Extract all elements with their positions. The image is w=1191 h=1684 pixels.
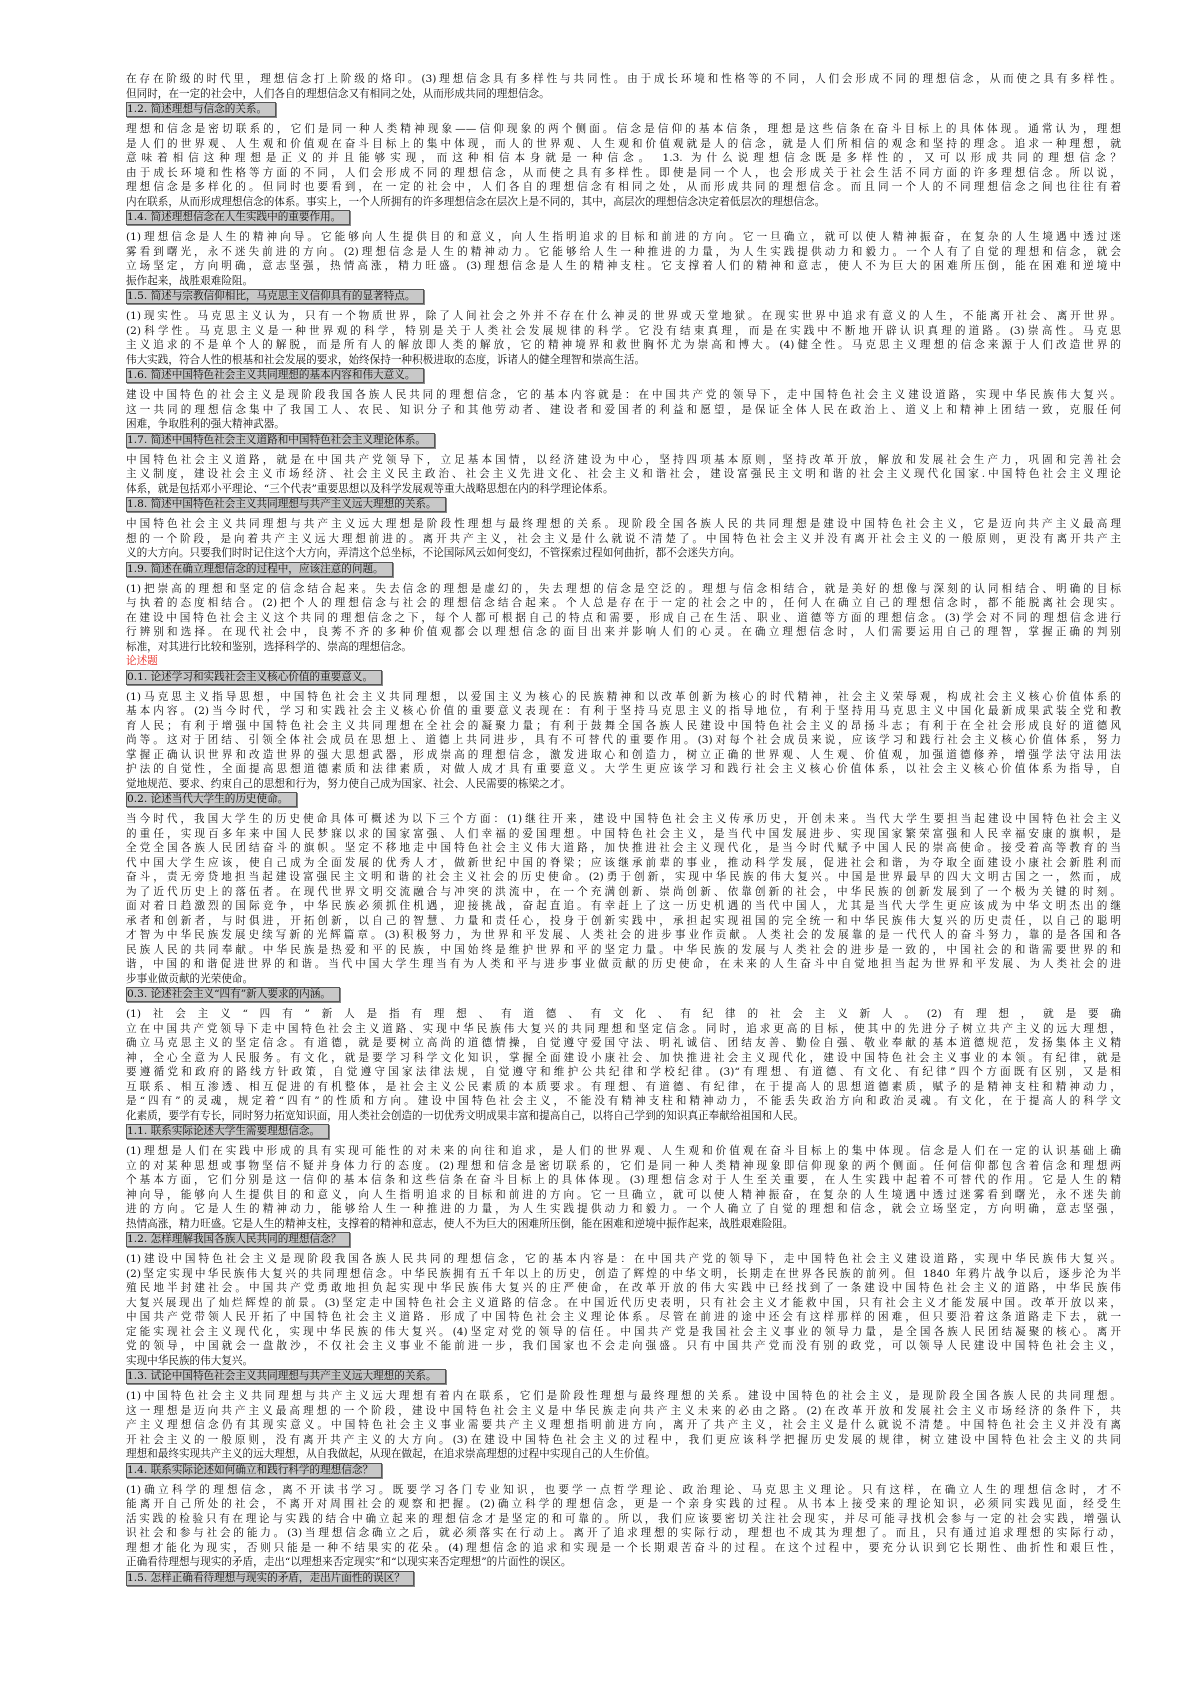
question-heading-row bbox=[126, 209, 1121, 230]
text-line: 产主义理想信念仍有其现实意义。中国特色社会主义事业需要共产主义理想指明前进方向，离开了共产主义，社会主义是什么就说不清楚。中国特色社会主义并没有离 bbox=[126, 1419, 1121, 1431]
text-line: 这一理想是迈向共产主义最高理想的一个阶段，建设中国特色社会主义是中华民族走向共产主义未来的必由之路。(2)在改革开放和发展社会主义市场经济的条件下，共 bbox=[126, 1404, 1121, 1417]
paragraph bbox=[126, 582, 1121, 655]
text-line: 活实践的检验只有在理论与实践的结合中确立起来的理想信念才是坚定的和可靠的。所以，我们应该要密切关注社会现实，并尽可能寻找机会参与一定的社会实践，增强认 bbox=[126, 1512, 1121, 1525]
text-line: 标准，对其进行比较和鉴别，选择科学的、崇高的理想信念。 bbox=[126, 640, 413, 653]
text-line: 识社会和参与社会的能力。(3)当理想信念确立之后，就必须落实在行动上。离开了追求理想的实际行动，理想也不成其为理想了。而且，只有通过追求理想的实际行动， bbox=[126, 1527, 1121, 1539]
text-line: 建设中国特色的社会主义是现阶段我国各族人民共同的理想信念，它的基本内容就是：在中国共产党的领导下，走中国特色社会主义建设道路，实现中华民族伟大复兴。 bbox=[126, 389, 1121, 401]
text-line: 步事业做贡献的光荣使命。 bbox=[126, 972, 254, 985]
section-title: 论述题 bbox=[126, 655, 158, 667]
text-line: (1)理想信念是人生的精神向导。它能够向人生提供目的和意义，向人生指明追求的目标和前进的方向。它一旦确立，就可以使人精神振奋，在复杂的人生境遇中透过迷 bbox=[126, 231, 1121, 243]
paragraph bbox=[126, 72, 1121, 101]
question-heading-row bbox=[126, 561, 1121, 582]
question-heading: 1.3. 试论中国特色社会主义共同理想与共产主义远大理想的关系。 bbox=[126, 1369, 446, 1384]
question-heading-row bbox=[126, 496, 1121, 517]
text-line: 立场坚定，方向明确，意志坚强，热情高涨，精力旺盛。(3)理想信念是人生的精神支柱。它支撑着人们的精神和意志，使人不为巨大的困难所压倒，能在困难和逆境中 bbox=[126, 260, 1121, 272]
text-line: (1)社会主义“四有”新人是指有理想、有道德、有文化、有纪律的社会主义新人。(2)有理想，就是要确 bbox=[126, 1008, 1121, 1020]
question-heading: 0.3. 论述社会主义“四有”新人要求的内涵。 bbox=[126, 987, 340, 1002]
paragraph bbox=[126, 122, 1121, 209]
question-heading: 1.2. 简述理想与信念的关系。 bbox=[126, 102, 276, 117]
question-heading: 0.1. 论述学习和实践社会主义核心价值的重要意义。 bbox=[126, 670, 382, 685]
text-line: 代中国大学生应该，使自己成为全面发展的优秀人才，做新世纪中国的脊梁；应该继承前辈的事业，推动科学发展，促进社会和谐，为夺取全面建设小康社会新胜利而 bbox=[126, 856, 1121, 869]
text-line: 的重任，实现百多年来中国人民梦寐以求的国家富强、人们幸福的爱国理想。中国特色社会主义，是当代中国发展进步、实现国家繁荣富强和人民幸福安康的旗帜，是 bbox=[126, 827, 1121, 840]
text-line: 理想和信念是密切联系的，它们是同一种人类精神现象——信仰现象的两个侧面。信念是信仰的基本信条，理想是这些信条在奋斗目标上的具体体现。通常认为，理想 bbox=[126, 123, 1121, 135]
question-heading: 1.8. 简述中国特色社会主义共同理想与共产主义远大理想的关系。 bbox=[126, 497, 446, 512]
question-heading-row bbox=[126, 1123, 1121, 1144]
text-line: (1)建设中国特色社会主义是现阶段我国各族人民共同的理想信念，它的基本内容是：在中国共产党的领导下，走中国特色社会主义建设道路，实现中华民族伟大复兴。 bbox=[126, 1253, 1121, 1265]
paragraph bbox=[126, 517, 1121, 561]
text-line: 要遵循党和政府的路线方针政策，自觉遵守国家法律法规，自觉遵守和维护公共纪律和学校纪律。(3)“有理想、有道德、有文化、有纪律”四个方面既有区别，又是相 bbox=[126, 1066, 1121, 1078]
question-heading-row bbox=[126, 101, 1121, 122]
text-line: 理想信念是多样化的。但同时也要看到，在一定的社会中，人们各自的理想信念有相同之处，从而形成共同的理想信念。而且同一个人的不同理想信念之间也往往有着 bbox=[126, 181, 1121, 193]
text-line: 确立马克思主义的坚定信念。有道德，就是要树立高尚的道德情操，自觉遵守爱国守法、明礼诚信、团结友善、勤俭自强、敬业奉献的基本道德规范，发扬集体主义精 bbox=[126, 1037, 1121, 1049]
text-line: (1)理想是人们在实践中形成的具有实现可能性的对未来的向往和追求，是人们的世界观、人生观和价值观在奋斗目标上的集中体现。信念是人们在一定的认识基础上确 bbox=[126, 1145, 1121, 1157]
text-line: 是人们的世界观、人生观和价值观在奋斗目标上的集中体现，而人的世界观、人生观和价值观就是人的信念，就是人们所相信的观念和坚持的理念。追求一种理想，就 bbox=[126, 137, 1121, 150]
paragraph bbox=[126, 388, 1121, 432]
question-heading-row bbox=[126, 1231, 1121, 1252]
text-line: 意味着相信这种理想是正义的并且能够实现，而这种相信本身就是一种信念。 1.3. 为什么说理想信念既是多样性的，又可以形成共同的理想信念？ bbox=[126, 152, 1121, 164]
text-line: (1)中国特色社会主义共同理想与共产主义远大理想有着内在联系，它们是阶段性理想与最终理想的关系。建设中国特色的社会主义，是现阶段全国各族人民的共同理想。 bbox=[126, 1390, 1121, 1402]
text-line: 为了近代历史上的落伍者。在现代世界文明交流融合与冲突的洪流中，在一个充满创新、崇尚创新、依靠创新的社会，中华民族的创新发展到了一个极为关键的时刻。 bbox=[126, 885, 1121, 898]
text-line: 振作起来，战胜艰难险阻。 bbox=[126, 274, 254, 287]
text-line: 奋斗，责无旁贷地担当起建设富强民主文明和谐的社会主义社会的历史使命。(2)勇于创新，实现中华民族的伟大复兴。中国是世界最早的四大文明古国之一，然而，成 bbox=[126, 871, 1121, 883]
question-heading: 1.1. 联系实际论述大学生需要理想信念。 bbox=[126, 1124, 329, 1139]
question-heading-row bbox=[126, 1462, 1121, 1483]
question-heading: 1.6. 简述中国特色社会主义共同理想的基本内容和伟大意义。 bbox=[126, 368, 424, 383]
text-line: 才智为中华民族发展史续写新的光辉篇章。(3)积极努力，为世界和平发展、人类社会的进步事业作贡献。人类社会的发展靠的是一代代人的奋斗努力，靠的是各国和各 bbox=[126, 929, 1121, 941]
paragraph bbox=[126, 1144, 1121, 1231]
text-line: 全党全国各族人民团结奋斗的旗帜。坚定不移地走中国特色社会主义伟大道路，加快推进社会主义现代化，是当今时代赋予中国人民的崇高使命。接受着高等教育的当 bbox=[126, 842, 1121, 854]
text-line: 谐，中国的和谐促进世界的和谐。当代中国大学生理当有为人类和平与进步事业做贡献的历史使命，在未来的人生奋斗中自觉地担当起为世界和平发展、为人类社会的进 bbox=[126, 958, 1121, 970]
text-line: 立在中国共产党领导下走中国特色社会主义道路、实现中华民族伟大复兴的共同理想和坚定信念。同时，追求更高的目标，使其中的先进分子树立共产主义的远大理想， bbox=[126, 1022, 1121, 1035]
question-heading-row bbox=[126, 367, 1121, 388]
text-line: 中国共产党带领人民开拓了中国特色社会主义道路．形成了中国特色社会主义理论体系。尽管在前进的途中还会有这样那样的困难，但只要沿着这条道路走下去，就一 bbox=[126, 1311, 1121, 1323]
question-heading: 1.5. 怎样正确看待理想与现实的矛盾，走出片面性的误区？ bbox=[126, 1571, 414, 1586]
text-line: 想的一个阶段，是向着共产主义远大理想前进的。离开共产主义，社会主义是什么就说不清楚了。中国特色社会主义并没有离开社会主义的一般原则，更没有离开共产主 bbox=[126, 532, 1121, 545]
text-line: 理想和最终实现共产主义的远大理想，从自我做起，从现在做起，在追求崇高理想的过程中实现自己的人生价值。 bbox=[126, 1448, 656, 1460]
paragraph bbox=[126, 453, 1121, 497]
question-heading-row bbox=[126, 288, 1121, 309]
text-line: 开社会主义的一般原则，没有离开共产主义的大方向。(3)在建设中国特色社会主义的过程中，我们更应该科学把握历史发展的规律，树立建设中国特色社会主义的共同 bbox=[126, 1433, 1121, 1446]
question-heading: 0.2. 论述当代大学生的历史使命。 bbox=[126, 792, 297, 807]
question-heading: 1.4. 简述理想信念在人生实践中的重要作用。 bbox=[126, 210, 350, 225]
text-line: 化素质，要学有专长，同时努力拓宽知识面，用人类社会创造的一切优秀文明成果丰富和提高自己，以将自己学到的知识真正奉献给祖国和人民。 bbox=[126, 1109, 804, 1122]
text-line: 党的领导，中国就会一盘散沙，不仅社会主义事业不能前进一步，我们国家也不会走向强盛。只有中国共产党而没有别的政党，可以领导人民建设中国特色社会主义， bbox=[126, 1340, 1121, 1352]
text-line: 正确看待理想与现实的矛盾，走出“以理想来否定现实”和“以现实来否定理想”的片面性的误区。 bbox=[126, 1556, 572, 1568]
text-line: (1)确立科学的理想信念，离不开读书学习。既要学习各门专业知识，也要学一点哲学理论、政治理论、马克思主义理论。只有这样，在确立人生的理想信念时，才不 bbox=[126, 1483, 1121, 1496]
text-line: 互联系、相互渗透、相互促进的有机整体，是社会主义公民素质的本质要求。有理想、有道德、有纪律，在于提高人的思想道德素质，赋予的是精神支柱和精神动力， bbox=[126, 1080, 1121, 1093]
paragraph bbox=[126, 1389, 1121, 1462]
question-heading: 1.7. 简述中国特色社会主义道路和中国特色社会主义理论体系。 bbox=[126, 433, 435, 448]
text-line: 尚等。这对于团结、引领全体社会成员在思想上、道德上共同进步，具有不可替代的重要作用。(3)对每个社会成员来说，应该学习和践行社会主义核心价值体系，努力 bbox=[126, 734, 1121, 746]
text-line: 但同时，在一定的社会中，人们各自的理想信念又有相同之处，从而形成共同的理想信念。 bbox=[126, 87, 550, 100]
paragraph bbox=[126, 1252, 1121, 1368]
text-line: 这一共同的理想信念集中了我国工人、农民、知识分子和其他劳动者、建设者和爱国者的利益和愿望，是保证全体人民在政治上、道义上和精神上团结一致，克服任何 bbox=[126, 403, 1121, 416]
text-line: 实现中华民族的伟大复兴。 bbox=[126, 1354, 254, 1367]
text-line: 中国特色社会主义道路，就是在中国共产党领导下，立足基本国情，以经济建设为中心，坚持四项基本原则，坚持改革开放，解放和发展社会生产力，巩固和完善社会 bbox=[126, 453, 1121, 466]
paragraph bbox=[126, 690, 1121, 792]
text-line: 神，全心全意为人民服务。有文化，就是要学习科学文化知识，掌握全面建设小康社会、加快推进社会主义现代化，建设中国特色社会主义事业的本领。有纪律，就是 bbox=[126, 1051, 1121, 1064]
text-line: 基本内容。(2)当今时代，学习和实践社会主义核心价值的重要意义表现在：有利于坚持马克思主义的指导地位，有利于坚持用马克思主义中国化最新成果武装全党和教 bbox=[126, 705, 1121, 717]
text-line: 主义制度，建设社会主义市场经济、社会主义民主政治、社会主义先进文化、社会主义和谐社会，建设富强民主文明和谐的社会主义现代化国家.中国特色社会主义理论 bbox=[126, 468, 1121, 480]
question-heading: 1.5. 简述与宗教信仰相比，马克思主义信仰具有的显著特点。 bbox=[126, 289, 424, 304]
paragraph bbox=[126, 1483, 1121, 1570]
text-line: 承者和创新者，与时俱进，开拓创新，以自己的智慧、力量和责任心，投身于创新实践中，承担起实现祖国的完全统一和中华民族伟大复兴的历史责任，以自己的聪明 bbox=[126, 914, 1121, 927]
text-line: (1)马克思主义指导思想，中国特色社会主义共同理想，以爱国主义为核心的民族精神和以改革创新为核心的时代精神，社会主义荣辱观，构成社会主义核心价值体系的 bbox=[126, 690, 1121, 703]
text-line: 由于成长环境和性格等方面的不同，人们会形成不同的理想信念，从而使之具有多样性。即使是同一个人，也会形成关于社会生活不同方面的许多理想信念。所以说， bbox=[126, 166, 1121, 179]
text-line: 觉地规范、要求、约束自己的思想和行为，努力使自己成为国家、社会、人民需要的栋梁之才。 bbox=[126, 777, 571, 790]
text-line: (1)现实性。马克思主义认为，只有一个物质世界，除了人间社会之外并不存在什么神灵的世界或天堂地狱。在现实世界中追求有意义的人生，不能离开社会、离开世界。 bbox=[126, 310, 1121, 322]
text-line: 掌握正确认识世界和改造世界的强大思想武器，形成崇高的理想信念，激发进取心和创造力，树立正确的世界观、人生观、价值观，加强道德修养，增强学法守法用法 bbox=[126, 748, 1121, 761]
text-line: 雾看到曙光，永不迷失前进的方向。(2)理想信念是人生的精神动力。它能够给人生一种推进的力量，为人生实践提供动力和毅力。一个人有了自觉的理想和信念，就会 bbox=[126, 245, 1121, 258]
text-line: 立的对某种思想或事物坚信不疑并身体力行的态度。(2)理想和信念是密切联系的，它们是同一种人类精神现象即信仰现象的两个侧面。任何信仰都包含着信念和理想两 bbox=[126, 1159, 1121, 1172]
question-heading-row bbox=[126, 432, 1121, 453]
text-line: 能离开自己所处的社会，不离开对周围社会的观察和把握。(2)确立科学的理想信念，更是一个亲身实践的过程。从书本上接受来的理论知识，必须同实践见面，经受生 bbox=[126, 1498, 1121, 1510]
text-line: 是“四有”的灵魂，规定着“四有”的性质和方向。建设中国特色社会主义，不能没有精神支柱和精神动力，不能丢失政治方向和政治灵魂。有文化，在于提高人的科学文 bbox=[126, 1095, 1121, 1107]
paragraph bbox=[126, 812, 1121, 986]
text-line: 主义追求的不是单个人的解脱，而是所有人的解放即人类的解放，它的精神境界和救世胸怀尤为崇高和博大。(4)健全性。马克思主义理想的信念来源于人们改造世界的 bbox=[126, 339, 1121, 351]
text-line: 个基本方面，它们分别是这一信仰的基本信条和这些信条在奋斗目标上的具体体现。(3)理想信念对于人生至关重要，在人生实践中起着不可替代的作用。它是人生的精 bbox=[126, 1174, 1121, 1186]
paragraph bbox=[126, 309, 1121, 367]
text-line: 定能实现社会主义现代化，实现中华民族的伟大复兴。(4)坚定对党的领导的信任。中国共产党是我国社会主义事业的领导力量，是全国各族人民团结凝聚的核心。离开 bbox=[126, 1325, 1121, 1338]
text-line: 进的方向。它是人生的精神动力，能够给人生一种推进的力量，为人生实践提供动力和毅力。一个人确立了自觉的理想和信念，就会立场坚定，方向明确，意志坚强， bbox=[126, 1203, 1121, 1215]
text-line: 困难，争取胜利的强大精神武器。 bbox=[126, 418, 285, 430]
question-heading-row bbox=[126, 1570, 1121, 1591]
text-line: 当今时代，我国大学生的历史使命具体可概述为以下三个方面：(1)继往开来，建设中国特色社会主义传承历史，开创未来。当代大学生要担当起建设中国特色社会主义 bbox=[126, 813, 1121, 825]
text-line: 理想才能化为现实，否则只能是一种不结果实的花朵。(4)理想信念的追求和实现是一个长期艰苦奋斗的过程。在这个过程中，要充分认识到它长期性、曲折性和艰巨性， bbox=[126, 1541, 1121, 1554]
text-line: 体系，就是包括邓小平理论、“三个代表”重要思想以及科学发展观等重大战略思想在内的科学理论体系。 bbox=[126, 482, 614, 495]
text-line: (1)把崇高的理想和坚定的信念结合起来。失去信念的理想是虚幻的，失去理想的信念是空泛的。理想与信念相结合，就是美好的想像与深刻的认同相结合、明确的目标 bbox=[126, 582, 1121, 595]
text-line: 殖民地半封建社会。中国共产党勇敢地担负起实现中华民族伟大复兴的庄严使命，在改革开放的伟大实践中已经找到了一条建设中国特色社会主义的道路，中华民族伟 bbox=[126, 1282, 1121, 1294]
question-heading-row bbox=[126, 986, 1121, 1007]
question-heading-row bbox=[126, 1368, 1121, 1389]
text-line: 护法的自觉性，全面提高思想道德素质和法律素质，对做人成才具有重要意义。大学生更应该学习和践行社会主义核心价值体系，以社会主义核心价值体系为指导，自 bbox=[126, 763, 1121, 775]
text-line: (2)科学性。马克思主义是一种世界观的科学，特别是关于人类社会发展规律的科学。它没有结束真理，而是在实践中不断地开辟认识真理的道路。(3)崇高性。马克思 bbox=[126, 324, 1121, 337]
text-line: 育人民；有利于增强中国特色社会主义共同理想在全社会的凝聚力量；有利于鼓舞全国各族人民建设中国特色社会主义的昂扬斗志；有利于在全社会形成良好的道德风 bbox=[126, 719, 1121, 732]
text-line: (2)坚定实现中华民族伟大复兴的共同理想信念。中华民族拥有五千年以上的历史，创造了辉煌的中华文明，长期走在世界各民族的前列。但 1840 年鸦片战争以后，逐步沦为半 bbox=[126, 1267, 1121, 1280]
paragraph bbox=[126, 230, 1121, 288]
text-line: 内在联系，从而形成理想信念的体系。事实上，一个人所拥有的许多理想信念在层次上是不同的，其中，高层次的理想信念决定着低层次的理想信念。 bbox=[126, 195, 826, 208]
text-line: 民族人民的共同奉献。中华民族是热爱和平的民族，中国始终是维护世界和平的坚定力量。中华民族的发展与人类社会的进步是一致的，中国社会的和谐需要世界的和 bbox=[126, 943, 1121, 956]
text-line: 神向导，能够向人生提供目的和意义，向人生指明追求的目标和前进的方向。它一旦确立，就可以使人精神振奋，在复杂的人生境遇中透过迷雾看到曙光，永不迷失前 bbox=[126, 1188, 1121, 1201]
text-line: 行辨别和选择。在现代社会中，良莠不齐的多种价值观都会以理想信念的面目出来并影响人们的心灵。在确立理想信念时，人们需要运用自己的理智，掌握正确的判别 bbox=[126, 626, 1121, 638]
question-heading: 1.4. 联系实际论述如何确立和践行科学的理想信念？ bbox=[126, 1463, 382, 1478]
text-line: 与执着的态度相结合。(2)把个人的理想信念与社会的理想信念结合起来。个人总是存在于一定的社会之中的，任何人在确立自己的理想信念时，都不能脱离社会现实。 bbox=[126, 597, 1121, 609]
text-line: 大复兴展现出了灿烂辉煌的前景。(3)坚定走中国特色社会主义道路的信念。在中国近代历史表明，只有社会主义才能救中国，只有社会主义才能发展中国。改革开放以来， bbox=[126, 1296, 1121, 1309]
question-heading-row bbox=[126, 669, 1121, 690]
paragraph bbox=[126, 1007, 1121, 1123]
question-heading: 1.2. 怎样理解我国各族人民共同的理想信念？ bbox=[126, 1232, 350, 1247]
text-line: 伟大实践，符合人性的根基和社会发展的要求，始终保持一种积极进取的态度，诉诸人的健全理智和崇高生活。 bbox=[126, 353, 646, 366]
question-heading: 1.9. 简述在确立理想信念的过程中，应该注意的问题。 bbox=[126, 562, 393, 577]
text-line: 在建设中国特色社会主义这个共同的理想信念之下，每个人都可根据自己的特点和需要，形成自己在生活、职业、道德等方面的理想信念。(3)学会对不同的理想信念进行 bbox=[126, 611, 1121, 624]
text-line: 中国特色社会主义共同理想与共产主义远大理想是阶段性理想与最终理想的关系。现阶段全国各族人民的共同理想是建设中国特色社会主义，它是迈向共产主义最高理 bbox=[126, 518, 1121, 530]
text-line: 在存在阶级的时代里，理想信念打上阶级的烙印。(3)理想信念具有多样性与共同性。由于成长环境和性格等的不同，人们会形成不同的理想信念，从而使之具有多样性。 bbox=[126, 73, 1121, 85]
text-line: 义的大方向。只要我们时时记住这个大方向，弄清这个总坐标，不论国际风云如何变幻，不管探索过程如何曲折，都不会迷失方向。 bbox=[126, 547, 741, 559]
text-line: 热情高涨，精力旺盛。它是人生的精神支柱，支撑着的精神和意志，使人不为巨大的困难所压倒，能在困难和逆境中振作起来，战胜艰难险阻。 bbox=[126, 1217, 794, 1230]
question-heading-row bbox=[126, 791, 1121, 812]
text-line: 面对着日趋激烈的国际竞争，中华民族必须抓住机遇，迎接挑战，奋起直追。有幸赶上了这一历史机遇的当代中国人，尤其是当代大学生更应该成为中华文明杰出的继 bbox=[126, 900, 1121, 912]
